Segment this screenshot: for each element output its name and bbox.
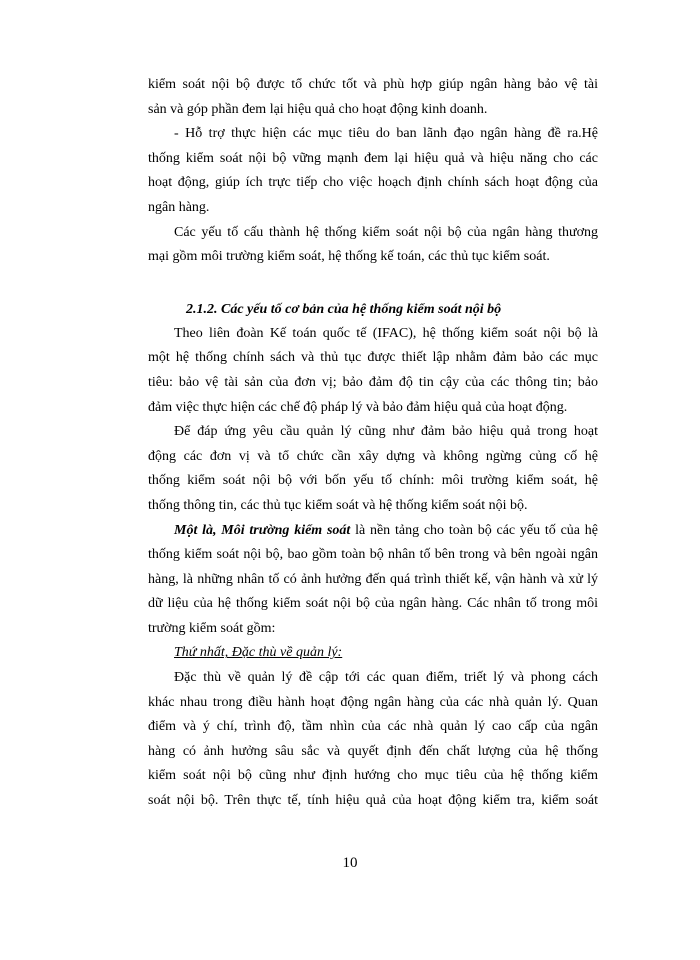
text-line: hàng có ảnh hưởng sâu sắc và quyết định đến chất lượng của hệ thống: [148, 743, 598, 759]
text-line: hàng, là những nhân tố có ảnh hưởng đến quá trình thiết kế, vận hành và xử lý: [148, 571, 598, 587]
text-line: [148, 519, 598, 544]
text-line: một hệ thống chính sách và thủ tục được thiết lập nhằm đảm bảo các mục: [148, 350, 598, 366]
text-line: soát nội bộ. Trên thực tế, tính hiệu quả của hoạt động kiểm tra, kiểm soát: [148, 793, 598, 809]
text-line: sản và góp phần đem lại hiệu quả cho hoạt động kinh doanh.: [148, 101, 488, 117]
text-line: - Hỗ trợ thực hiện các mục tiêu do ban lãnh đạo ngân hàng đề ra.Hệ: [174, 126, 598, 142]
subheading-text: Thứ nhất, Đặc thù về quản lý:: [174, 645, 343, 661]
control-environment-lead: Một là, Môi trường kiểm soát: [174, 522, 351, 538]
text-line: Để đáp ứng yêu cầu quản lý cũng như đảm bảo hiệu quả trong hoạt: [174, 424, 598, 440]
section-heading: 2.1.2. Các yếu tố cơ bản của hệ thống kiểm soát nội bộ: [186, 301, 502, 317]
text-span: là nền tảng cho toàn bộ các yếu tố của hệ: [350, 522, 598, 538]
text-line: mại gồm môi trường kiểm soát, hệ thống kế toán, các thủ tục kiểm soát.: [148, 249, 550, 265]
paragraph-intro: [148, 73, 598, 122]
text-line: ngân hàng.: [148, 199, 210, 215]
page-number: 10: [342, 855, 358, 871]
text-line: hoạt động, giúp ích trực tiếp cho việc hoạch định chính sách hoạt động của: [148, 175, 598, 191]
text-line: kiểm soát nội bộ được tổ chức tốt và phù hợp giúp ngân hàng bảo vệ tài: [148, 77, 598, 92]
text-line: tiêu: bảo vệ tài sản của đơn vị; bảo đảm độ tin cậy của các thông tin; bảo: [148, 374, 598, 390]
paragraph-requirements: [148, 420, 598, 518]
text-line: điểm và ý chí, trình độ, tầm nhìn của các nhà quản lý cao cấp của ngân: [148, 719, 598, 735]
spacer: [148, 270, 598, 294]
paragraph-control-environment: [148, 519, 598, 642]
text-line: Theo liên đoàn Kế toán quốc tế (IFAC), hệ thống kiểm soát nội bộ là: [174, 325, 598, 341]
subheading: [148, 641, 598, 666]
text-line: kiểm soát nội bộ cũng như định hướng cho mục tiêu của hệ thống kiểm: [148, 768, 598, 784]
text-line: Đặc thù về quản lý đề cập tới các quan điểm, triết lý và phong cách: [174, 670, 598, 686]
text-line: thống kiểm soát nội bộ, bao gồm toàn bộ nhân tố bên trong và bên ngoài ngân: [148, 547, 598, 563]
text-line: thống kiểm soát nội bộ vững mạnh đem lại hiệu quả và hiệu năng cho các: [148, 150, 598, 166]
paragraph-management: [148, 666, 598, 814]
paragraph-components: [148, 221, 598, 270]
text-line: động các đơn vị và tổ chức cần xây dựng và không ngừng củng cố hệ: [148, 448, 598, 464]
paragraph-support-goals: [148, 122, 598, 220]
text-line: trường kiểm soát gồm:: [148, 620, 276, 636]
text-line: đảm việc thực hiện các chế độ pháp lý và bảo đảm hiệu quả của hoạt động.: [148, 399, 568, 415]
text-line: dữ liệu của hệ thống kiểm soát nội bộ của ngân hàng. Các nhân tố trong môi: [148, 596, 598, 612]
text-line: thống kiểm soát nội bộ với bốn yếu tố chính: môi trường kiểm soát, hệ: [148, 473, 598, 489]
body-text: [148, 73, 598, 814]
text-line: khác nhau trong điều hành hoạt động ngân hàng của các nhà quản lý. Quan: [148, 694, 598, 710]
text-line: thống thông tin, các thủ tục kiểm soát và hệ thống kiểm soát nội bộ.: [148, 497, 528, 513]
text-line: Các yếu tố cấu thành hệ thống kiểm soát nội bộ của ngân hàng thương: [174, 224, 598, 240]
paragraph-ifac: [148, 322, 598, 420]
